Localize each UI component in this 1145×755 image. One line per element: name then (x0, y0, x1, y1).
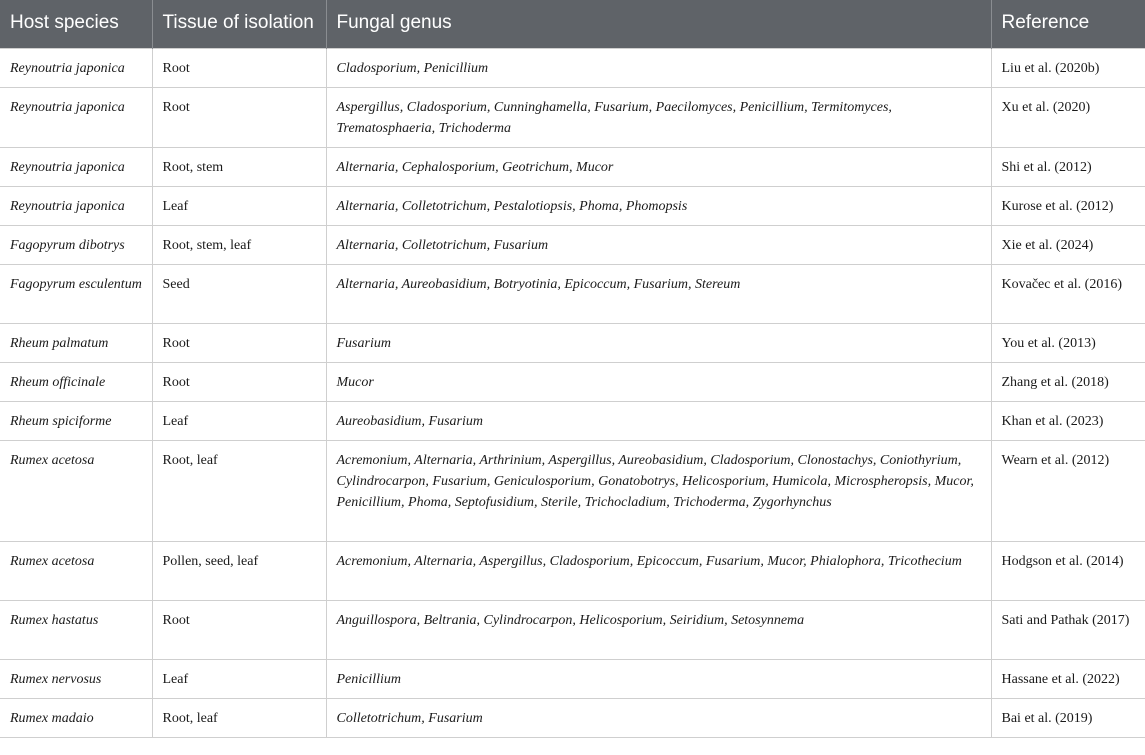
host-species-cell: Rheum officinale (0, 362, 152, 401)
host-species-cell: Rumex acetosa (0, 541, 152, 600)
header-row (0, 0, 1145, 48)
reference-cell: Kurose et al. (2012) (991, 186, 1145, 225)
table-row (0, 186, 1145, 225)
reference-cell: You et al. (2013) (991, 323, 1145, 362)
tissue-cell: Root (152, 362, 326, 401)
tissue-cell: Root (152, 48, 326, 87)
table-row (0, 362, 1145, 401)
tissue-cell: Root, leaf (152, 698, 326, 737)
table-body (0, 48, 1145, 737)
fungal-genus-cell: Alternaria, Aureobasidium, Botryotinia, Epicoccum, Fusarium, Stereum (326, 264, 991, 323)
fungal-genus-cell: Aureobasidium, Fusarium (326, 401, 991, 440)
host-species-cell: Rumex nervosus (0, 659, 152, 698)
fungal-genus-cell: Fusarium (326, 323, 991, 362)
host-species-cell: Reynoutria japonica (0, 87, 152, 147)
table-row (0, 147, 1145, 186)
reference-cell: Xu et al. (2020) (991, 87, 1145, 147)
tissue-cell: Root (152, 87, 326, 147)
fungal-genus-cell: Mucor (326, 362, 991, 401)
fungal-genus-cell: Alternaria, Cephalosporium, Geotrichum, Mucor (326, 147, 991, 186)
table-row (0, 659, 1145, 698)
host-species-cell: Rumex acetosa (0, 440, 152, 541)
host-species-cell: Rumex hastatus (0, 600, 152, 659)
host-species-cell: Fagopyrum esculentum (0, 264, 152, 323)
table-row (0, 87, 1145, 147)
host-species-cell: Reynoutria japonica (0, 48, 152, 87)
reference-cell: Liu et al. (2020b) (991, 48, 1145, 87)
tissue-cell: Root, stem (152, 147, 326, 186)
tissue-cell: Root, leaf (152, 440, 326, 541)
host-species-cell: Rumex madaio (0, 698, 152, 737)
fungal-genus-cell: Cladosporium, Penicillium (326, 48, 991, 87)
header-reference: Reference (991, 0, 1145, 48)
reference-cell: Sati and Pathak (2017) (991, 600, 1145, 659)
fungal-genus-cell: Anguillospora, Beltrania, Cylindrocarpon, Helicosporium, Seiridium, Setosynnema (326, 600, 991, 659)
reference-cell: Wearn et al. (2012) (991, 440, 1145, 541)
tissue-cell: Leaf (152, 186, 326, 225)
reference-cell: Bai et al. (2019) (991, 698, 1145, 737)
reference-cell: Khan et al. (2023) (991, 401, 1145, 440)
host-species-cell: Reynoutria japonica (0, 186, 152, 225)
host-species-cell: Rheum spiciforme (0, 401, 152, 440)
reference-cell: Shi et al. (2012) (991, 147, 1145, 186)
table-row (0, 541, 1145, 600)
table-row (0, 600, 1145, 659)
tissue-cell: Root, stem, leaf (152, 225, 326, 264)
reference-cell: Kovačec et al. (2016) (991, 264, 1145, 323)
table-row (0, 264, 1145, 323)
reference-cell: Hodgson et al. (2014) (991, 541, 1145, 600)
header-host-species: Host species (0, 0, 152, 48)
tissue-cell: Seed (152, 264, 326, 323)
header-tissue-of-isolation: Tissue of isolation (152, 0, 326, 48)
fungal-genus-cell: Aspergillus, Cladosporium, Cunninghamella, Fusarium, Paecilomyces, Penicillium, Termitomyces, Trematosphaeria, Trichoderma (326, 87, 991, 147)
reference-cell: Xie et al. (2024) (991, 225, 1145, 264)
table-row (0, 225, 1145, 264)
table-row (0, 440, 1145, 541)
fungal-genus-cell: Acremonium, Alternaria, Aspergillus, Cladosporium, Epicoccum, Fusarium, Mucor, Phialophora, Tricothecium (326, 541, 991, 600)
header-fungal-genus: Fungal genus (326, 0, 991, 48)
host-species-cell: Fagopyrum dibotrys (0, 225, 152, 264)
table-row (0, 48, 1145, 87)
fungal-genus-cell: Penicillium (326, 659, 991, 698)
tissue-cell: Root (152, 600, 326, 659)
tissue-cell: Leaf (152, 401, 326, 440)
fungal-genus-cell: Acremonium, Alternaria, Arthrinium, Aspergillus, Aureobasidium, Cladosporium, Clonostachys, Coniothyrium, Cylindrocarpon, Fusarium, Geniculosporium, Gonatobotrys, Helicosporium, Humicola, Microspheropsis, Mucor, Penicillium, Phoma, Septofusidium, Sterile, Trichocladium, Trichoderma, Zygorhynchus (326, 440, 991, 541)
table-header (0, 0, 1145, 48)
reference-cell: Zhang et al. (2018) (991, 362, 1145, 401)
table-row (0, 323, 1145, 362)
host-species-cell: Reynoutria japonica (0, 147, 152, 186)
table-row (0, 698, 1145, 737)
tissue-cell: Pollen, seed, leaf (152, 541, 326, 600)
fungal-genus-cell: Colletotrichum, Fusarium (326, 698, 991, 737)
table-row (0, 401, 1145, 440)
fungal-genus-cell: Alternaria, Colletotrichum, Pestalotiopsis, Phoma, Phomopsis (326, 186, 991, 225)
host-species-cell: Rheum palmatum (0, 323, 152, 362)
fungal-genus-cell: Alternaria, Colletotrichum, Fusarium (326, 225, 991, 264)
tissue-cell: Leaf (152, 659, 326, 698)
reference-cell: Hassane et al. (2022) (991, 659, 1145, 698)
tissue-cell: Root (152, 323, 326, 362)
